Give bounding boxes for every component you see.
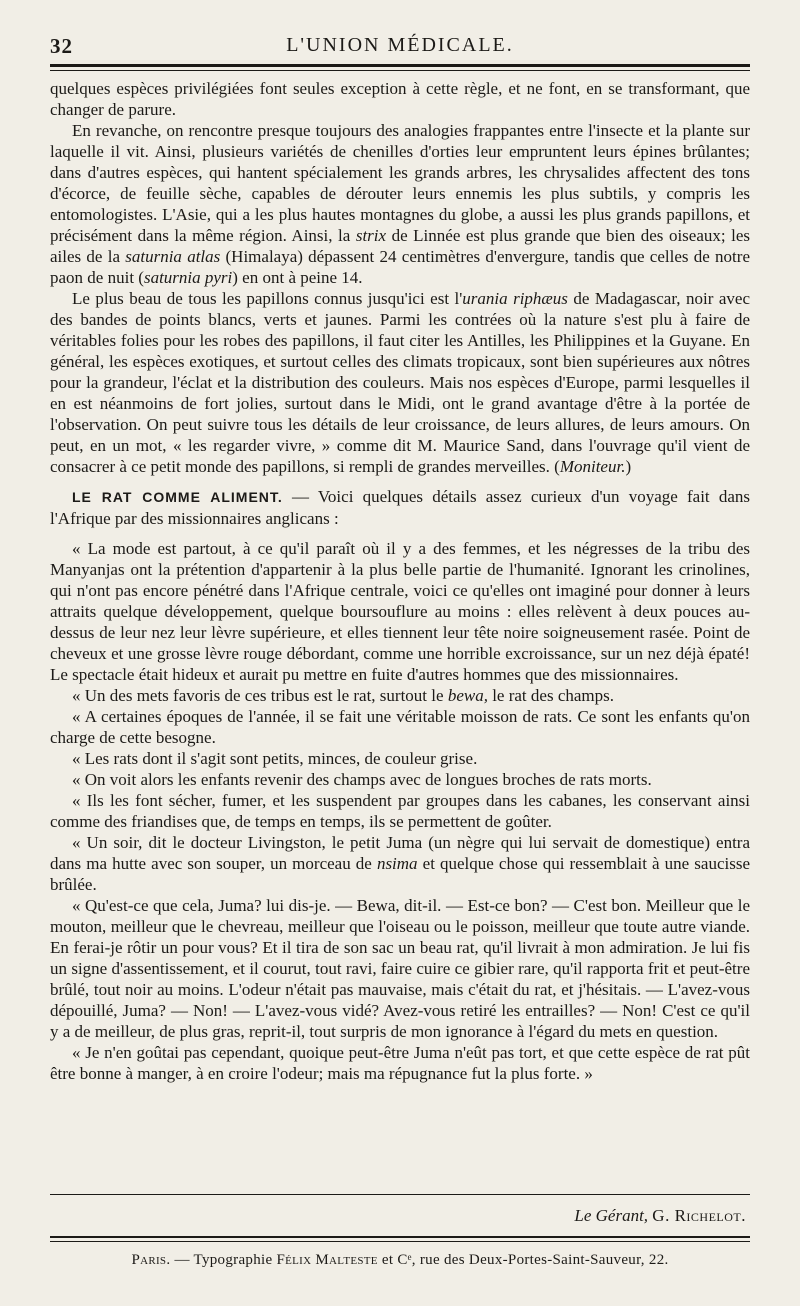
signature: [574, 1206, 746, 1226]
foreign-term: nsima: [376, 854, 418, 873]
species-name: strix: [355, 226, 387, 245]
text-run: et quelque chose qui ressemblait à une saucisse brûlée.: [50, 854, 750, 894]
imprint-address: et Cᵉ, rue des Deux-Portes-Saint-Sauveur, 22.: [377, 1252, 669, 1268]
paragraph: « La mode est partout, à ce qu'il paraît où il y a des femmes, et les négresses de la tribu des Manyanjas ont la prétention d'appartenir à la plus belle partie de l'humanité. Ignorant les crinolines, qui n'ont pas encore pénétré dans l'Afrique centrale, voici ce qu'elles ont imaginé pour donner à leurs attraits quelque développement, quelque boursouflure au moins : elles relèvent à deux pouces au-dessus de leur nez leur lèvre supérieure, et elles tiennent leur tête noire soigneusement rasée. Point de cheveux et une grosse lèvre rouge débordant, comme une horrible excroissance, sur un nez déjà épaté! Le spectacle était hideux et aurait pu mettre en fuite d'autres hommes que des missionnaires.: [50, 539, 750, 684]
text-run: « Un des mets favoris de ces tribus est le rat, surtout le: [72, 686, 448, 705]
species-name: saturnia atlas: [125, 247, 221, 266]
signature-role: Le Gérant,: [574, 1206, 649, 1225]
text-run: Le plus beau de tous les papillons connus jusqu'ici est l': [72, 289, 463, 308]
text-run: — Voici quelques détails assez curieux d'un voyage fait dans l'Afrique par des missionnaires anglicans :: [50, 487, 750, 528]
text-run: « Un soir, dit le docteur Livingston, le petit Juma (un nègre qui lui servait de domestique) entra dans ma hutte avec son souper, un morceau de: [50, 833, 750, 873]
paragraph: « Je n'en goûtai pas cependant, quoique peut-être Juma n'eût pas tort, et que cette espèce de rat pût être bonne à manger, à en croire l'odeur; mais ma répugnance fut la plus forte. »: [50, 1043, 750, 1083]
text-run: ) en ont à peine 14.: [232, 268, 363, 287]
imprint-city: Paris.: [131, 1252, 171, 1268]
text-run: de Linnée est plus grande que bien des oiseaux; les ailes de la: [50, 226, 751, 266]
text-run: En revanche, on rencontre presque toujours des analogies frappantes entre l'insecte et la plante sur laquelle il vit. Ainsi, plusieurs variétés de chenilles d'orties leur empruntent leurs épines brûlantes; dans d'autres espèces, qui hantent spécialement les grands arbres, les chrysalides affectent des tons d'écorce, de feuille sèche, capables de dérouter leurs ennemis les plus subtils, y compris les entomologistes. L'Asie, qui a les plus hautes montagnes du globe, a aussi les plus grands papillons, et précisément dans la même région. Ainsi, la: [50, 121, 750, 245]
text-run: de Madagascar, noir avec des bandes de points blancs, verts et jaunes. Parmi les contrées où la nature s'est plu à faire de véritables folies pour les robes des papillons, il faut citer les Antilles, les Philippines et la Guyane. En général, les espèces exotiques, et surtout celles des climats tropicaux, sont bien supérieures aux nôtres pour la grandeur, l'éclat et la distribution des couleurs. Mais nos espèces d'Europe, parmi lesquelles il en est néanmoins de fort jolies, surtout dans le Midi, ont le grand avantage d'être à la portée de l'observation. On peut suivre tous les détails de leur croissance, de leurs allures, de leurs amours. On peut, en un mot, « les regarder vivre, » comme dit M. Maurice Sand, dans l'ouvrage qu'il vient de consacrer à ce petit monde des papillons, si rempli de grandes merveilles. (: [50, 289, 750, 476]
imprint-printer: Félix Malteste: [276, 1252, 378, 1268]
paragraph: « Les rats dont il s'agit sont petits, minces, de couleur grise.: [72, 749, 478, 768]
paragraph: [50, 120, 750, 288]
text-run: ): [625, 457, 632, 476]
paragraph: « Ils les font sécher, fumer, et les suspendent par groupes dans les cabanes, les conservant ainsi comme des friandises que, de temps en temps, ils se permettent de goûter.: [50, 791, 750, 831]
running-head: L'UNION MÉDICALE.: [286, 34, 514, 56]
paragraph: « A certaines époques de l'année, il se fait une véritable moisson de rats. Ce sont les enfants qu'on charge de cette besogne.: [50, 707, 750, 747]
paragraph: [50, 832, 750, 895]
footer-rule-double-bottom: [50, 1241, 750, 1242]
paragraph: [50, 288, 750, 477]
species-name: saturnia pyri: [143, 268, 233, 287]
paragraph: « Qu'est-ce que cela, Juma? lui dis-je. — Bewa, dit-il. — Est-ce bon? — C'est bon. Meilleur que le mouton, meilleur que le chevreau, meilleur que l'oiseau ou le poisson, meilleur que toute autre viande. En ferai-je rôtir un pour vous? Et il tira de son sac un beau rat, qu'il livrait à mon admiration. Je lui fis un signe d'assentissement, et il courut, tout ravi, faire cuire ce gibier rare, qu'il rapporta frit et peut-être brûlé, tout noir au moins. L'odeur n'était pas mauvaise, mais c'était du rat, et j'hésitais. — L'avez-vous dépouillé, Juma? — Non! — L'avez-vous vidé? Avez-vous retiré les entrailles? — Non! C'est ce qu'il y a de meilleur, de plus gras, reprit-il, tout surpris de mon ignorance à l'égard du mets en question.: [50, 896, 750, 1041]
footer-rule-double-top: [50, 1236, 750, 1238]
paragraph: « On voit alors les enfants revenir des champs avec de longues broches de rats morts.: [72, 770, 652, 789]
signature-name: G. Richelot.: [652, 1206, 746, 1225]
text-run: (Himalaya) dépassent 24 centimètres d'envergure, tandis que celles de notre paon de nuit (: [50, 247, 750, 287]
paragraph: [50, 685, 750, 706]
footer-rule: [50, 1194, 750, 1195]
article-headline: LE RAT COMME ALIMENT.: [72, 489, 283, 505]
article-headline-paragraph: [50, 486, 750, 529]
imprint: [50, 1252, 750, 1269]
foreign-term: bewa,: [447, 686, 488, 705]
paragraph: quelques espèces privilégiées font seules exception à cette règle, et ne font, en se transformant, que changer de parure.: [50, 79, 750, 119]
species-name: urania riphæus: [462, 289, 568, 308]
header-rule-thick: [50, 64, 750, 67]
body-text: [50, 78, 750, 1084]
imprint-text: — Typographie: [170, 1252, 277, 1268]
page-number: 32: [50, 34, 73, 58]
text-run: le rat des champs.: [487, 686, 614, 705]
source-citation: Moniteur.: [559, 457, 626, 476]
header-rule-thin: [50, 70, 750, 71]
